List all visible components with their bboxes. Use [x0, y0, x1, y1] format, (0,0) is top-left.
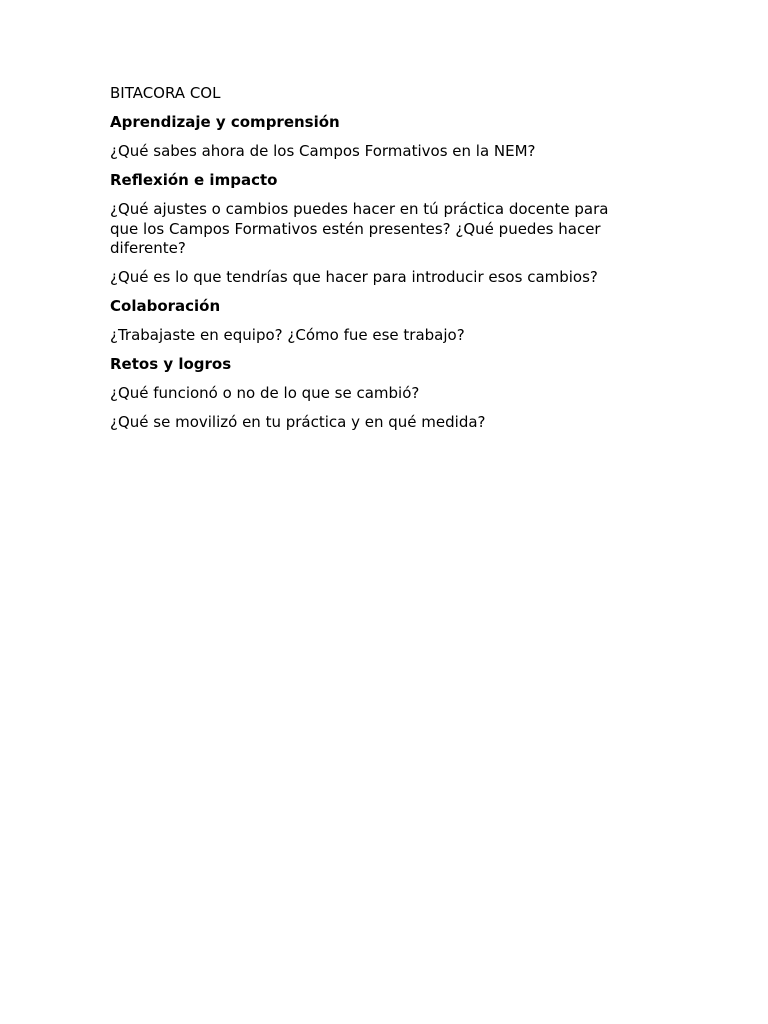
- document-title: BITACORA COL: [110, 84, 221, 102]
- question-campos-formativos: ¿Qué sabes ahora de los Campos Formativos en la NEM?: [110, 142, 536, 160]
- question-ajustes-practica: ¿Qué ajustes o cambios puedes hacer en tú práctica docente para que los Campos Formativos estén presentes? ¿Qué puedes hacer diferente?: [110, 200, 609, 257]
- question-que-se-movilizo: ¿Qué se movilizó en tu práctica y en qué medida?: [110, 413, 486, 431]
- question-introducir-cambios: ¿Qué es lo que tendrías que hacer para introducir esos cambios?: [110, 268, 598, 286]
- section-heading-aprendizaje: Aprendizaje y comprensión: [110, 113, 340, 131]
- question-que-funciono: ¿Qué funcionó o no de lo que se cambió?: [110, 384, 420, 402]
- section-heading-reflexion: Reflexión e impacto: [110, 171, 278, 189]
- question-trabajo-equipo: ¿Trabajaste en equipo? ¿Cómo fue ese trabajo?: [110, 326, 465, 344]
- section-heading-retos: Retos y logros: [110, 355, 232, 373]
- document-body: [110, 84, 640, 442]
- section-heading-colaboracion: Colaboración: [110, 297, 221, 315]
